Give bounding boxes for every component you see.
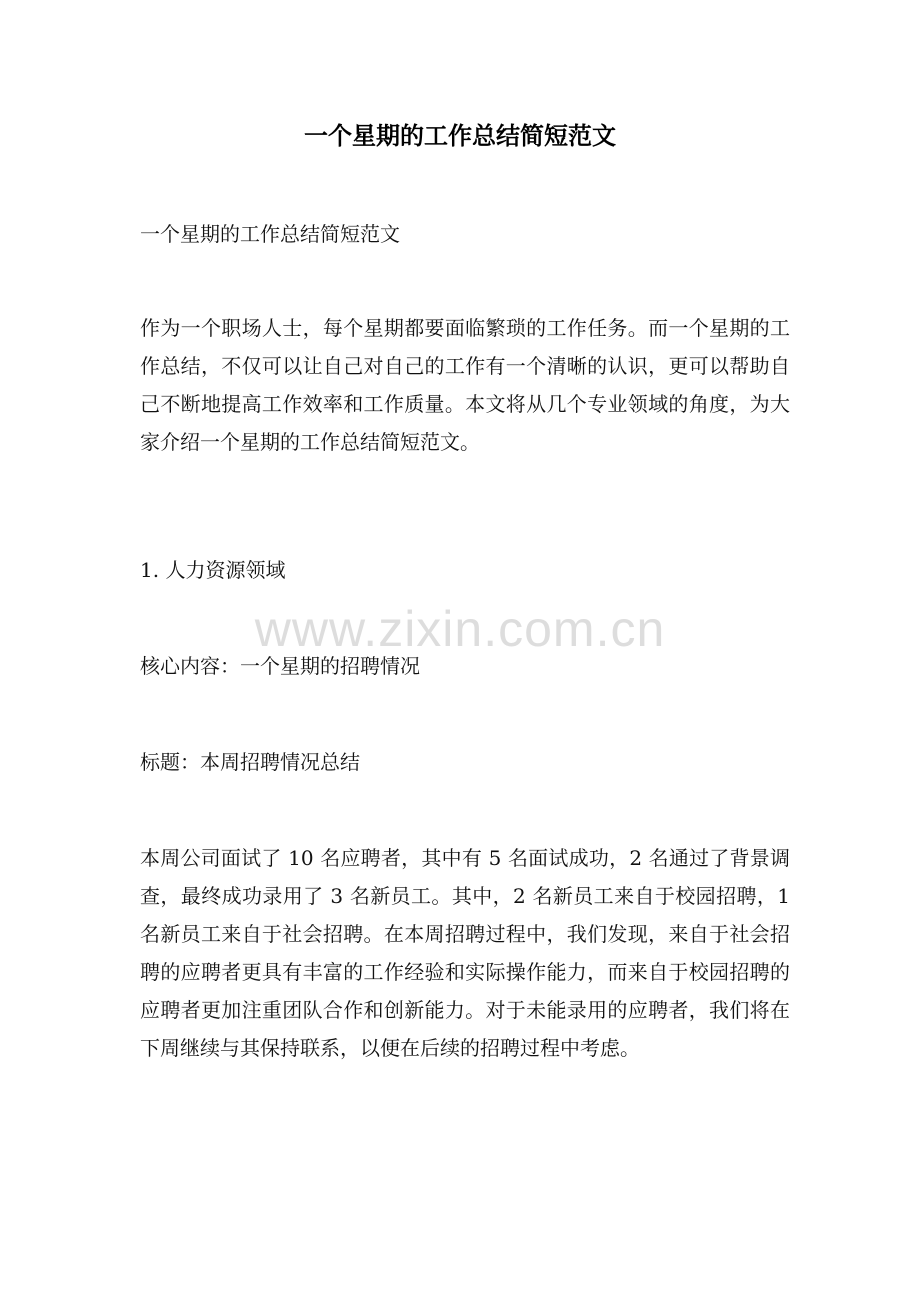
intro-paragraph: 作为一个职场人士，每个星期都要面临繁琐的工作任务。而一个星期的工作总结，不仅可以让自己对自己的工作有一个清晰的认识，更可以帮助自己不断地提高工作效率和工作质量。本文将从几个专业领域的角度，为大家介绍一个星期的工作总结简短范文。 bbox=[140, 316, 790, 454]
heading-label-line: 标题：本周招聘情况总结 bbox=[140, 750, 360, 774]
watermark-text: www.zixin.com.cn bbox=[254, 601, 666, 657]
section-heading: 1. 人力资源领域 bbox=[140, 558, 286, 582]
document-subtitle: 一个星期的工作总结简短范文 bbox=[140, 222, 400, 246]
body-paragraph: 本周公司面试了 10 名应聘者，其中有 5 名面试成功，2 名通过了背景调查，最终成功录用了 3 名新员工。其中，2 名新员工来自于校园招聘，1 名新员工来自于社会招聘。在本周招聘过程中，我们发现，来自于社会招聘的应聘者更具有丰富的工作经验和实际操作能力，而来自于校园招聘的应聘者更加注重团队合作和创新能力。对于未能录用的应聘者，我们将在下周继续与其保持联系，以便在后续的招聘过程中考虑。 bbox=[140, 846, 790, 1060]
core-content-line: 核心内容：一个星期的招聘情况 bbox=[140, 654, 420, 678]
document-title: 一个星期的工作总结简短范文 bbox=[304, 121, 616, 150]
